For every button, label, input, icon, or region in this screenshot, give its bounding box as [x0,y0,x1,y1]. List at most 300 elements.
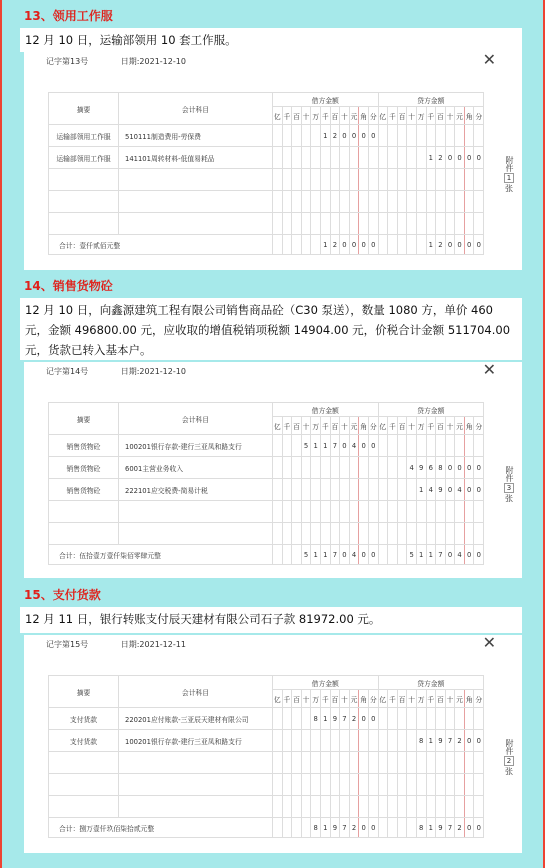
attachment-count [502,466,516,504]
amount-digit: 百 [292,417,302,435]
amount-digit [388,235,398,255]
amount-digit: 亿 [378,417,388,435]
amount-digit: 0 [349,235,359,255]
amount-digit: 2 [455,818,465,838]
header-debit: 借方金额 [273,676,379,690]
amount-digit: 1 [311,435,321,457]
amount-digit: 5 [407,545,417,565]
amount-digit [301,501,311,523]
amount-digit: 5 [301,545,311,565]
account-cell[interactable] [119,774,273,796]
amount-digit [292,545,302,565]
summary-cell[interactable] [49,169,119,191]
amount-digit: 角 [359,690,369,708]
amount-digit: 4 [407,457,417,479]
page-margin-line [0,0,2,868]
amount-digit [397,457,407,479]
amount-digit: 元 [349,417,359,435]
summary-cell[interactable]: 销售货物砼 [49,457,119,479]
amount-digit: 1 [426,147,436,169]
amount-digit: 十 [301,417,311,435]
header-account: 会计科目 [119,93,273,125]
amount-digit: 元 [455,417,465,435]
amount-digit [436,169,446,191]
amount-digit [378,435,388,457]
amount-digit [273,501,283,523]
amount-digit [436,435,446,457]
amount-digit [474,169,484,191]
amount-digit: 十 [340,107,350,125]
amount-digit [292,730,302,752]
summary-cell[interactable]: 销售货物砼 [49,479,119,501]
account-cell[interactable]: 220201应付账款-三亚辰天建材有限公司 [119,708,273,730]
amount-digit [301,796,311,818]
amount-digit: 0 [368,125,378,147]
amount-digit [378,191,388,213]
amount-digit [292,501,302,523]
account-cell[interactable] [119,213,273,235]
amount-digit [455,708,465,730]
total-row [49,545,484,565]
amount-digit [397,191,407,213]
amount-digit [282,523,292,545]
amount-digit [378,169,388,191]
amount-digit [340,213,350,235]
table-row [49,708,484,730]
amount-digit [407,774,417,796]
attachment-count-input[interactable]: 3 [504,483,514,493]
amount-digit: 千 [282,107,292,125]
amount-digit: 角 [359,107,369,125]
amount-digit [349,796,359,818]
amount-digit [359,752,369,774]
attachment-unit: 张 [505,184,513,193]
amount-digit [436,213,446,235]
amount-digit [273,169,283,191]
amount-digit: 9 [436,479,446,501]
amount-digit [292,435,302,457]
amount-digit [445,213,455,235]
amount-digit: 2 [436,147,446,169]
account-cell[interactable]: 222101应交税费-简易计税 [119,479,273,501]
amount-digit [273,125,283,147]
amount-digit [301,479,311,501]
amount-digit: 7 [445,730,455,752]
amount-digit [445,125,455,147]
summary-cell[interactable] [49,752,119,774]
summary-cell[interactable] [49,191,119,213]
amount-digit [359,191,369,213]
section-description: 12 月 10 日，向鑫源建筑工程有限公司销售商品砼（C30 泵送），数量 1080 方，单价 460 元，金额 496800.00 元，应收取的增值税销项税额 14904.00 元，价税合计金额 511704.00 元，货款已转入基本户。 [20,298,522,360]
amount-digit [330,457,340,479]
voucher-number: 记字第15号 [46,640,89,649]
amount-digit [301,213,311,235]
amount-digit: 十 [407,417,417,435]
amount-digit [426,213,436,235]
amount-digit [397,774,407,796]
amount-digit [474,774,484,796]
amount-digit: 千 [320,417,330,435]
voucher-table [48,675,484,838]
header-credit: 贷方金额 [378,403,484,417]
amount-digit [397,501,407,523]
amount-digit [445,752,455,774]
attachment-count [502,739,516,777]
amount-digit [273,435,283,457]
summary-cell[interactable]: 销售货物砼 [49,435,119,457]
amount-digit: 8 [436,457,446,479]
table-row [49,457,484,479]
account-cell[interactable]: 6001主营业务收入 [119,457,273,479]
amount-digit: 8 [311,708,321,730]
amount-digit: 十 [407,690,417,708]
amount-digit [368,730,378,752]
amount-digit [359,774,369,796]
account-cell[interactable] [119,752,273,774]
amount-digit [349,501,359,523]
amount-digit [320,147,330,169]
amount-digit [378,818,388,838]
voucher-header [46,639,186,650]
amount-digit [388,435,398,457]
amount-digit: 1 [416,545,426,565]
amount-digit [388,818,398,838]
amount-digit [330,523,340,545]
amount-digit [282,169,292,191]
amount-digit: 4 [349,435,359,457]
summary-cell[interactable] [49,796,119,818]
amount-digit: 0 [368,545,378,565]
amount-digit [273,708,283,730]
attachment-count-input[interactable]: 1 [504,173,514,183]
amount-digit: 9 [330,818,340,838]
amount-digit [340,191,350,213]
header-account: 会计科目 [119,403,273,435]
amount-digit [301,191,311,213]
amount-digit: 百 [436,417,446,435]
amount-digit: 千 [426,690,436,708]
amount-digit [330,169,340,191]
amount-digit: 1 [426,235,436,255]
amount-digit: 元 [349,107,359,125]
amount-digit: 1 [426,818,436,838]
amount-digit [330,147,340,169]
amount-digit [273,147,283,169]
amount-digit [359,169,369,191]
amount-digit: 1 [320,708,330,730]
amount-digit [330,191,340,213]
amount-digit [416,435,426,457]
amount-digit: 万 [416,107,426,125]
amount-digit: 0 [474,479,484,501]
amount-digit: 8 [416,818,426,838]
amount-digit [359,501,369,523]
summary-cell[interactable] [49,213,119,235]
amount-digit [320,501,330,523]
amount-digit: 0 [368,235,378,255]
amount-digit: 1 [426,545,436,565]
attachment-count-input[interactable]: 2 [504,756,514,766]
amount-digit [349,147,359,169]
amount-digit: 0 [368,708,378,730]
amount-digit [282,435,292,457]
amount-digit [368,796,378,818]
amount-digit [378,147,388,169]
table-row [49,125,484,147]
table-row [49,774,484,796]
amount-digit [407,213,417,235]
amount-digit [311,235,321,255]
amount-digit: 4 [455,545,465,565]
amount-digit: 元 [455,107,465,125]
amount-digit [464,435,474,457]
amount-digit: 7 [340,708,350,730]
amount-digit [407,730,417,752]
amount-digit [407,796,417,818]
account-cell[interactable]: 141101周转材料-低值易耗品 [119,147,273,169]
amount-digit [330,774,340,796]
account-cell[interactable] [119,191,273,213]
amount-digit [378,523,388,545]
amount-digit [273,774,283,796]
amount-digit [359,147,369,169]
amount-digit [397,523,407,545]
amount-digit [311,730,321,752]
account-cell[interactable] [119,169,273,191]
total-row [49,818,484,838]
amount-digit [340,523,350,545]
amount-digit: 1 [320,125,330,147]
amount-digit [273,457,283,479]
amount-digit: 千 [426,417,436,435]
close-icon[interactable]: ✕ [482,50,496,69]
amount-digit: 7 [340,818,350,838]
amount-digit [273,191,283,213]
amount-digit: 2 [330,125,340,147]
amount-digit [378,479,388,501]
amount-digit: 2 [349,818,359,838]
voucher-number: 记字第13号 [46,57,89,66]
amount-digit [388,147,398,169]
amount-digit: 0 [474,818,484,838]
section-title: 14、销售货物砼 [24,279,113,293]
amount-digit [359,796,369,818]
amount-digit [388,523,398,545]
account-cell[interactable]: 100201银行存款-建行三亚凤和路支行 [119,730,273,752]
amount-digit [388,501,398,523]
amount-digit [416,523,426,545]
amount-digit [416,501,426,523]
table-row [49,501,484,523]
close-icon[interactable]: ✕ [482,360,496,379]
amount-digit [397,235,407,255]
amount-digit [426,125,436,147]
amount-digit [455,774,465,796]
amount-digit [416,708,426,730]
amount-digit: 2 [330,235,340,255]
amount-digit [416,169,426,191]
amount-digit [407,235,417,255]
close-icon[interactable]: ✕ [482,633,496,652]
summary-cell[interactable] [49,774,119,796]
amount-digit: 9 [330,708,340,730]
amount-digit [426,752,436,774]
attachment-unit: 张 [505,494,513,503]
amount-digit [378,125,388,147]
amount-digit [340,796,350,818]
amount-digit [378,545,388,565]
amount-digit [426,191,436,213]
amount-digit [388,708,398,730]
amount-digit: 0 [455,235,465,255]
amount-digit [282,479,292,501]
amount-digit [464,125,474,147]
amount-digit: 0 [340,235,350,255]
amount-digit [474,191,484,213]
amount-digit: 1 [320,235,330,255]
amount-digit [349,479,359,501]
amount-digit [273,235,283,255]
amount-digit [292,169,302,191]
summary-cell[interactable]: 支付货款 [49,708,119,730]
amount-digit: 角 [359,417,369,435]
amount-digit [474,501,484,523]
amount-digit [292,479,302,501]
amount-digit [416,125,426,147]
amount-digit: 万 [416,417,426,435]
amount-digit: 4 [426,479,436,501]
amount-digit: 十 [445,417,455,435]
amount-digit [340,752,350,774]
amount-digit: 9 [436,818,446,838]
amount-digit: 亿 [273,690,283,708]
amount-digit [397,545,407,565]
amount-digit: 分 [474,107,484,125]
amount-digit [407,125,417,147]
total-label: 合计：壹仟贰佰元整 [49,235,273,255]
amount-digit [273,752,283,774]
amount-digit [416,213,426,235]
amount-digit: 1 [426,730,436,752]
amount-digit [340,169,350,191]
amount-digit: 0 [464,818,474,838]
account-cell[interactable] [119,501,273,523]
amount-digit [378,774,388,796]
amount-digit: 十 [445,107,455,125]
amount-digit [320,191,330,213]
amount-digit: 万 [311,690,321,708]
amount-digit [292,752,302,774]
account-cell[interactable] [119,523,273,545]
amount-digit [368,169,378,191]
voucher [24,635,522,853]
summary-cell[interactable] [49,501,119,523]
amount-digit [311,191,321,213]
amount-digit: 百 [436,690,446,708]
amount-digit [474,708,484,730]
amount-digit [388,191,398,213]
amount-digit [416,235,426,255]
amount-digit: 0 [474,147,484,169]
amount-digit: 十 [340,417,350,435]
amount-digit [426,774,436,796]
amount-digit [301,457,311,479]
amount-digit [340,501,350,523]
voucher-table [48,402,484,565]
amount-digit: 0 [445,235,455,255]
amount-digit [397,818,407,838]
amount-digit [407,435,417,457]
amount-digit: 0 [445,479,455,501]
account-cell[interactable] [119,796,273,818]
amount-digit: 7 [445,818,455,838]
amount-digit: 角 [464,417,474,435]
header-credit: 贷方金额 [378,676,484,690]
amount-digit [301,818,311,838]
amount-digit [388,169,398,191]
amount-digit [455,435,465,457]
amount-digit [273,479,283,501]
total-row [49,235,484,255]
amount-digit [292,147,302,169]
amount-digit [397,213,407,235]
amount-digit [378,730,388,752]
account-cell[interactable]: 100201银行存款-建行三亚凤和路支行 [119,435,273,457]
amount-digit [474,523,484,545]
amount-digit [311,147,321,169]
summary-cell[interactable]: 支付货款 [49,730,119,752]
amount-digit [311,169,321,191]
amount-digit: 0 [474,457,484,479]
amount-digit [301,752,311,774]
section-description: 12 月 11 日，银行转账支付辰天建材有限公司石子款 81972.00 元。 [20,607,522,633]
amount-digit [464,213,474,235]
amount-digit [311,523,321,545]
amount-digit [397,796,407,818]
amount-digit: 2 [455,730,465,752]
amount-digit [397,125,407,147]
amount-digit [397,730,407,752]
amount-digit [397,752,407,774]
amount-digit [301,169,311,191]
amount-digit [282,752,292,774]
summary-cell[interactable]: 运输部领用工作服 [49,147,119,169]
amount-digit: 8 [311,818,321,838]
amount-digit [349,457,359,479]
amount-digit [416,774,426,796]
amount-digit [368,479,378,501]
amount-digit [378,752,388,774]
amount-digit [368,191,378,213]
amount-digit: 千 [282,690,292,708]
amount-digit: 2 [349,708,359,730]
account-cell[interactable]: 510111制造费用-劳保费 [119,125,273,147]
amount-digit [397,147,407,169]
voucher-header [46,366,186,377]
amount-digit [320,457,330,479]
amount-digit [407,147,417,169]
amount-digit [407,818,417,838]
amount-digit: 亿 [378,107,388,125]
amount-digit [330,213,340,235]
amount-digit [301,708,311,730]
amount-digit [349,191,359,213]
summary-cell[interactable] [49,523,119,545]
summary-cell[interactable]: 运输部领用工作服 [49,125,119,147]
attachment-label: 附件 [505,739,514,755]
amount-digit: 1 [320,545,330,565]
amount-digit [426,501,436,523]
